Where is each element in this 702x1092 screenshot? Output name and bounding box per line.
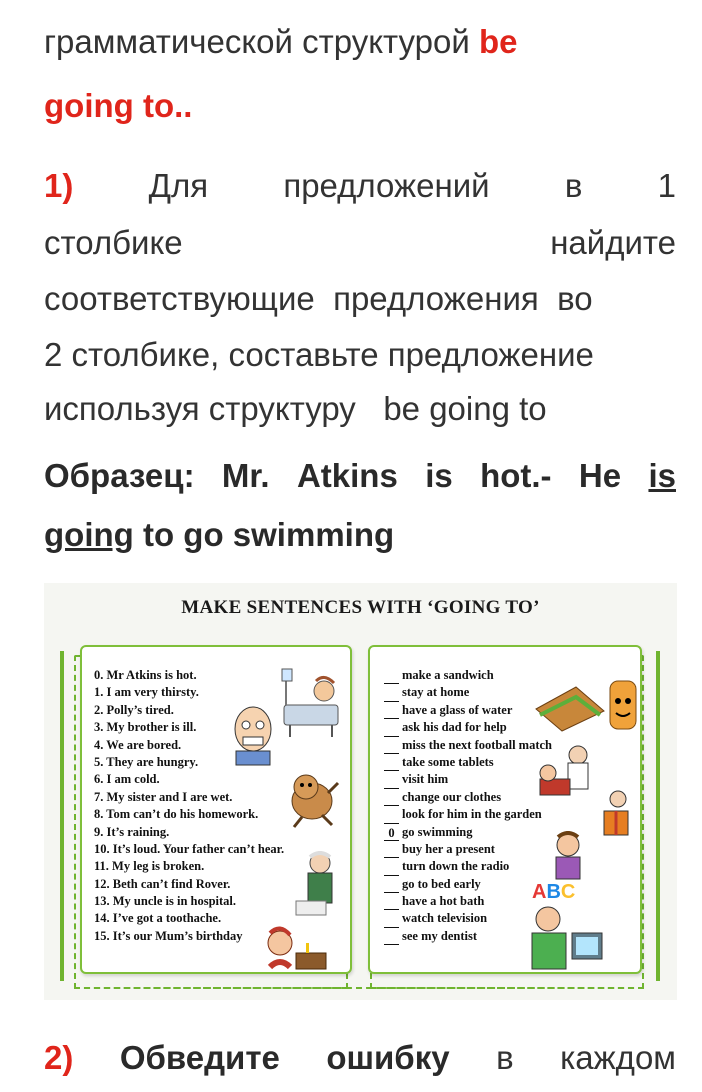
right-border-stripe bbox=[656, 651, 660, 981]
old-man-clipart bbox=[294, 851, 342, 923]
birthday-cake-clipart bbox=[260, 923, 346, 979]
list-item: buy her a present bbox=[384, 841, 552, 858]
example-line-1: Образец: Mr. Atkins is hot.- He is bbox=[44, 448, 676, 504]
worksheet-image bbox=[44, 583, 677, 1000]
answer-blank bbox=[384, 704, 399, 719]
answer-blank: 0 bbox=[384, 826, 399, 841]
list-item: have a hot bath bbox=[384, 893, 552, 910]
answer-blank bbox=[384, 669, 399, 684]
left-border-stripe bbox=[60, 651, 64, 981]
list-item: 7. My sister and I are wet. bbox=[94, 789, 233, 804]
answer-blank bbox=[384, 791, 399, 806]
task1-line-5: используя структуру be going to bbox=[44, 390, 547, 427]
tv-watcher-clipart bbox=[518, 903, 608, 979]
list-item: go to bed early bbox=[384, 876, 552, 893]
list-item: see my dentist bbox=[384, 928, 552, 945]
task1-number: 1) bbox=[44, 167, 74, 204]
task2-number: 2) bbox=[44, 1039, 74, 1076]
answer-blank bbox=[384, 861, 399, 876]
gift-boy-clipart bbox=[596, 789, 636, 841]
dog-clipart bbox=[282, 765, 340, 829]
list-item: 8. Tom can’t do his homework. bbox=[94, 807, 259, 822]
answer-blank bbox=[384, 687, 399, 702]
intro-be: be bbox=[478, 23, 518, 60]
task1-line-3: соответствующие предложения во bbox=[44, 280, 593, 317]
answer-blank bbox=[384, 913, 399, 928]
answer-blank bbox=[384, 722, 399, 737]
example-line-2: going to go swimming bbox=[44, 516, 395, 553]
list-item: 6. I am cold. bbox=[94, 772, 160, 787]
list-item: visit him bbox=[384, 771, 552, 788]
list-item: turn down the radio bbox=[384, 858, 552, 875]
intro-line-1: грамматической структурой be bbox=[44, 23, 518, 60]
list-item: 11. My leg is broken. bbox=[94, 859, 205, 874]
answer-blank bbox=[384, 756, 399, 771]
list-item: stay at home bbox=[384, 684, 552, 701]
list-item: change our clothes bbox=[384, 789, 552, 806]
abc-blocks-clipart: ABC bbox=[532, 881, 576, 903]
task1-line-4: 2 столбике, составьте предложение bbox=[44, 336, 594, 373]
list-item: 3. My brother is ill. bbox=[94, 720, 197, 735]
intro-line-2: going to.. bbox=[44, 87, 193, 124]
list-item: have a glass of water bbox=[384, 702, 552, 719]
task1-line-2: столбике найдите bbox=[44, 224, 676, 261]
answer-blank bbox=[384, 895, 399, 910]
list-item: 15. It’s our Mum’s birthday bbox=[94, 928, 243, 943]
sandwich-and-jar-clipart bbox=[532, 671, 642, 741]
example-is: is bbox=[648, 457, 676, 494]
list-item: 0 go swimming bbox=[384, 824, 552, 841]
list-item: 0. Mr Atkins is hot. bbox=[94, 668, 197, 682]
task2-line: 2) Обведите ошибку в каждом bbox=[44, 1030, 676, 1086]
bottom-dashed-line bbox=[74, 987, 644, 989]
list-item: take some tablets bbox=[384, 754, 552, 771]
answer-blank bbox=[384, 878, 399, 893]
list-item: ask his dad for help bbox=[384, 719, 552, 736]
answer-blank bbox=[384, 739, 399, 754]
list-item: 2. Polly’s tired. bbox=[94, 702, 174, 717]
task1-line-1: 1) Для предложений в 1 bbox=[44, 158, 676, 214]
crying-child-clipart bbox=[538, 831, 596, 883]
hospital-patient-clipart bbox=[280, 667, 342, 739]
list-item: 1. I am very thirsty. bbox=[94, 685, 199, 700]
list-item: 13. My uncle is in hospital. bbox=[94, 894, 237, 909]
list-item: 4. We are bored. bbox=[94, 737, 182, 752]
answer-blank bbox=[384, 809, 399, 824]
list-item: 14. I’ve got a toothache. bbox=[94, 911, 222, 926]
list-item: 9. It’s raining. bbox=[94, 824, 170, 839]
list-item: 10. It’s loud. Your father can’t hear. bbox=[94, 841, 285, 856]
answer-blank bbox=[384, 930, 399, 945]
list-item: 12. Beth can’t find Rover. bbox=[94, 876, 231, 891]
list-item: miss the next football match bbox=[384, 737, 552, 754]
list-item: 5. They are hungry. bbox=[94, 754, 199, 769]
list-item: watch television bbox=[384, 910, 552, 927]
worksheet-title: MAKE SENTENCES WITH ‘GOING TO’ bbox=[181, 597, 540, 618]
answer-blank bbox=[384, 774, 399, 789]
answer-blank bbox=[384, 843, 399, 858]
list-item: make a sandwich bbox=[384, 667, 552, 684]
sick-man-clipart bbox=[228, 701, 278, 767]
example-going: going bbox=[44, 516, 134, 553]
list-item: look for him in the garden bbox=[384, 806, 552, 823]
